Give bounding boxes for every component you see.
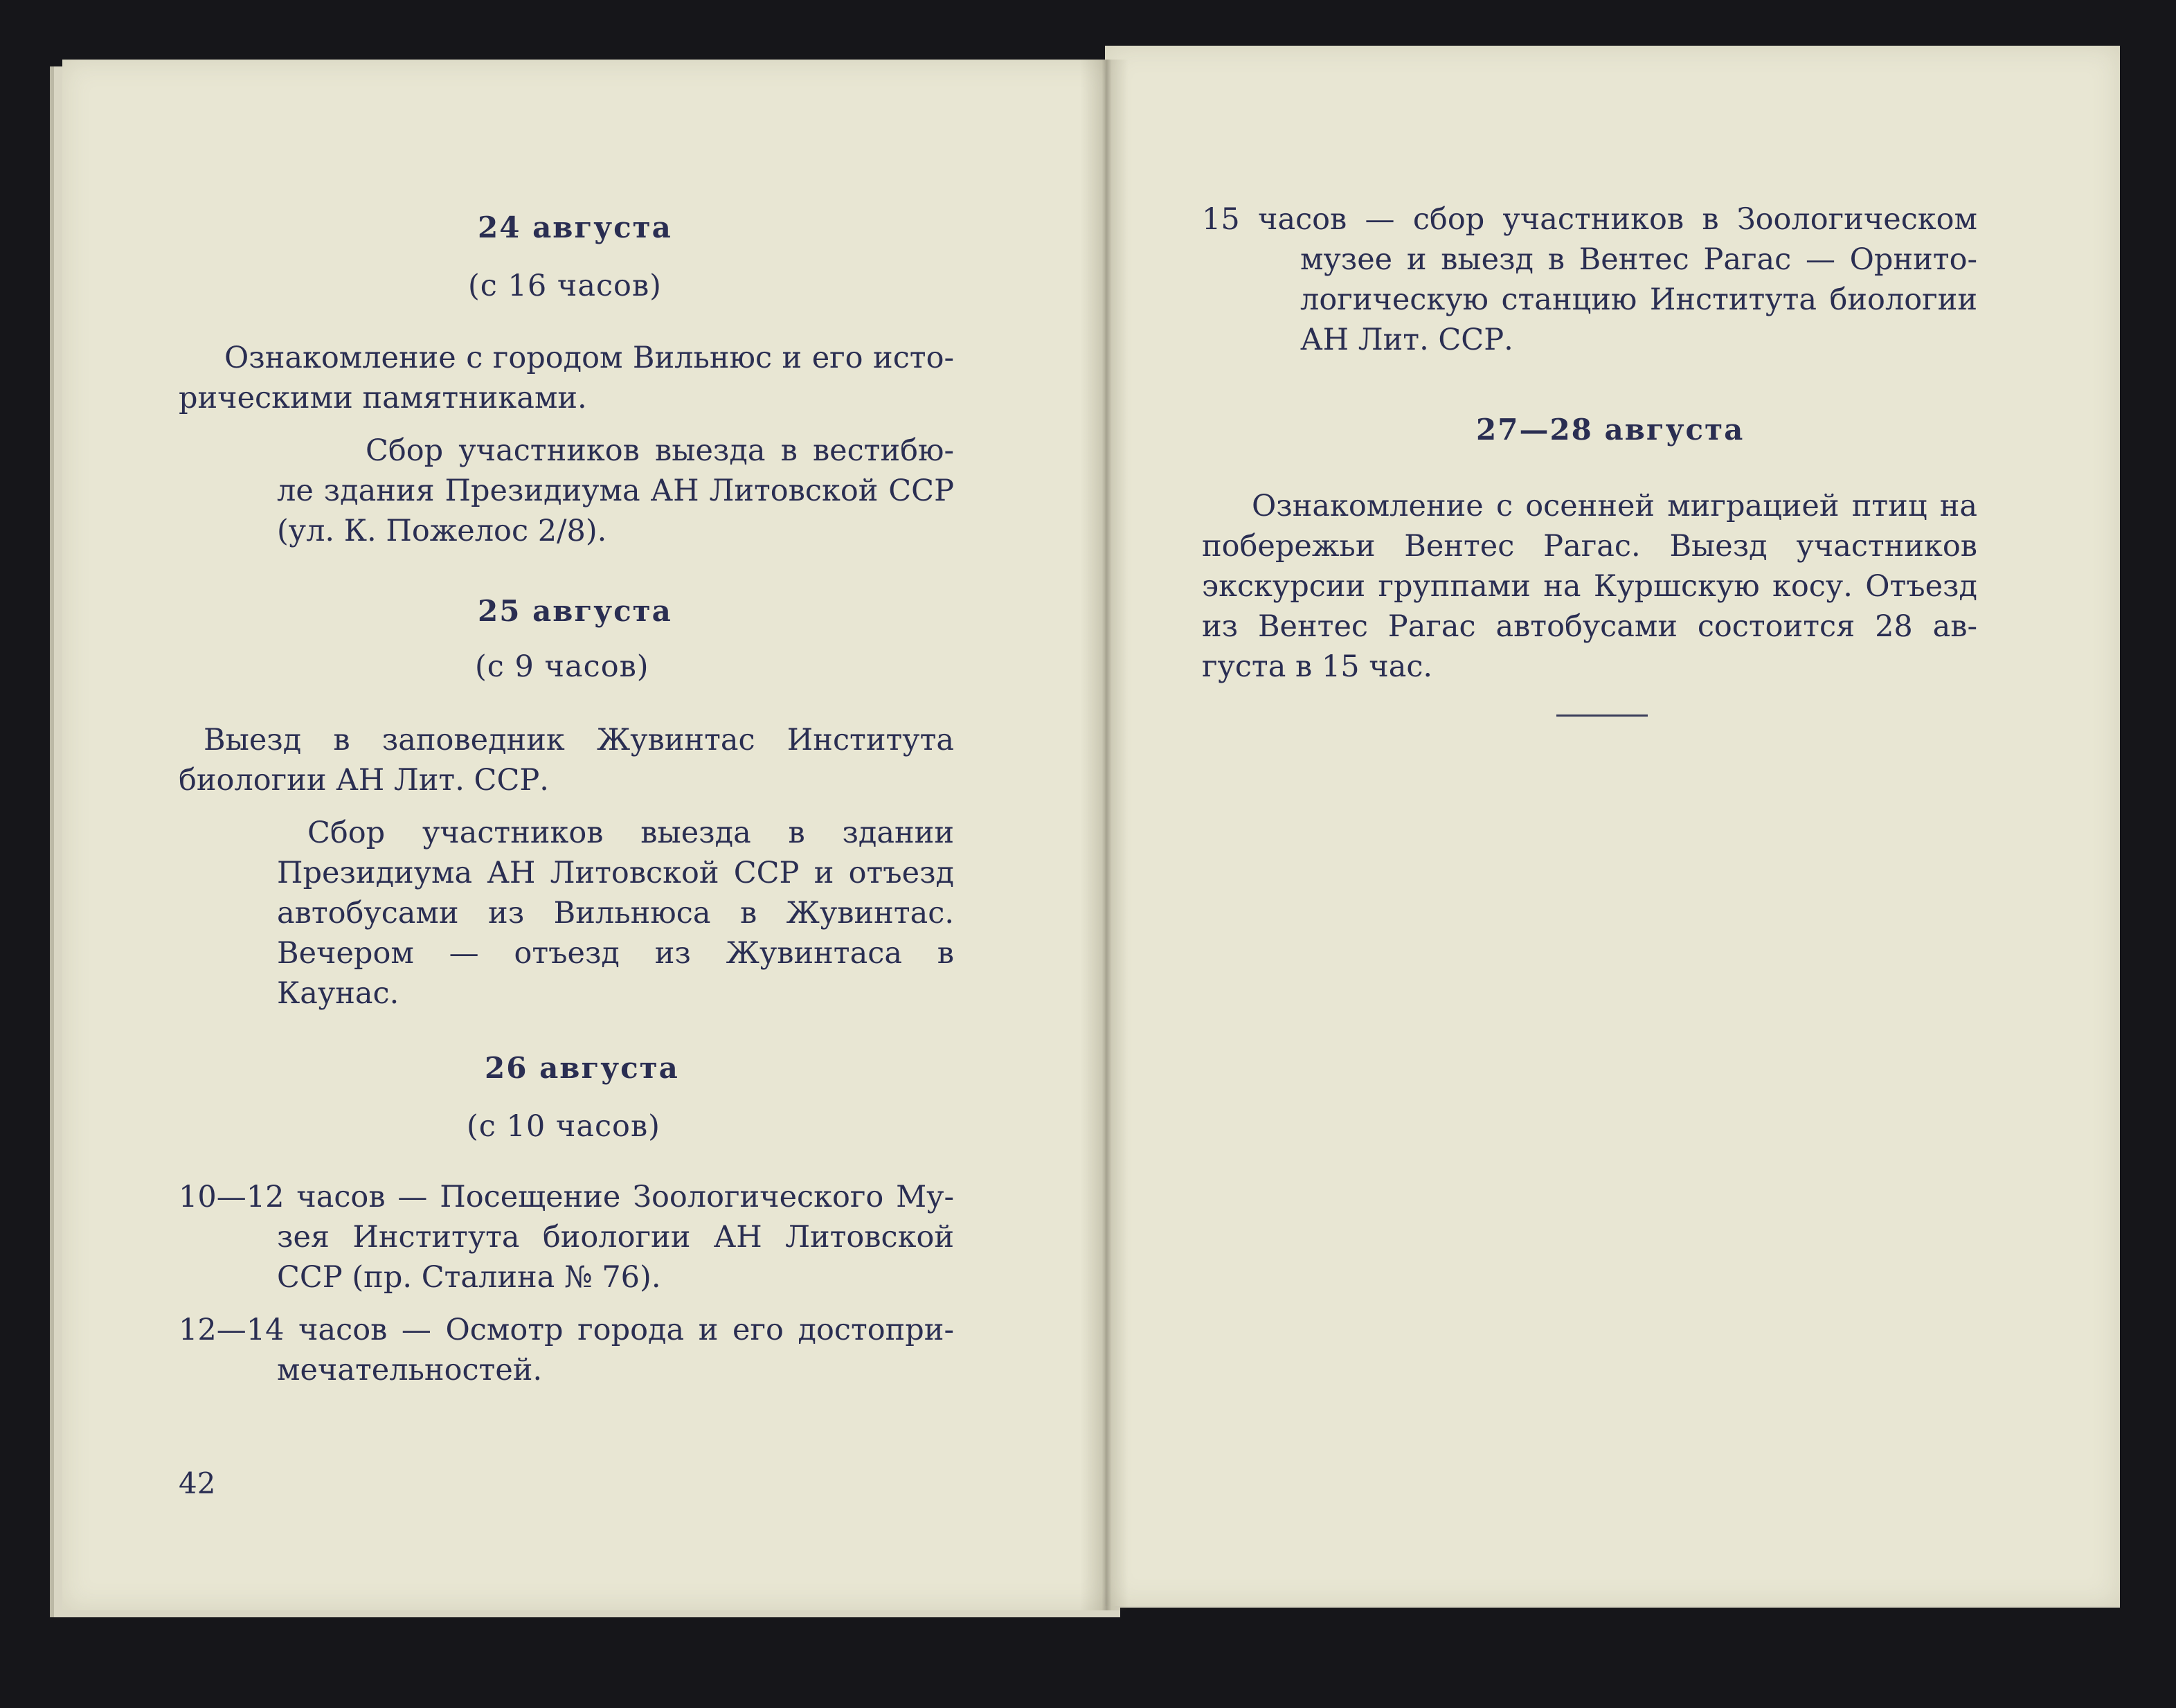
book-gutter: [1080, 60, 1129, 1610]
text-line: 12—14 часов — Осмотр города и его достопри-: [179, 1313, 954, 1347]
text-line: Президиума АН Литовской ССР и отъезд: [277, 856, 954, 890]
day-description-27-28: [1202, 486, 1977, 687]
text-line: логическую станцию Института биологии: [1300, 282, 1977, 317]
right-page: [1105, 46, 2120, 1606]
text-line: Ознакомление с осенней миграцией птиц на: [1252, 489, 1977, 523]
text-line: (ул. К. Пожелос 2/8).: [277, 514, 607, 548]
text-line: биологии АН Лит. ССР.: [179, 763, 549, 798]
text-line: Вечером — отъезд из Жувинтаса в: [277, 936, 954, 971]
day-note-24: [277, 431, 954, 551]
day-time-24: (с 16 часов): [468, 269, 662, 303]
day-heading-25: 25 августа: [478, 594, 672, 628]
page-number: 42: [179, 1466, 216, 1500]
text-line: экскурсии группами на Куршскую косу. Отъезд: [1202, 569, 1977, 604]
text-line: музее и выезд в Вентес Рагас — Орнито-: [1300, 242, 1977, 277]
day-note-25: [277, 813, 954, 1014]
text-line: рическими памятниками.: [179, 381, 587, 415]
text-line: Выезд в заповедник Жувинтас Института: [204, 723, 954, 757]
text-line: ССР (пр. Сталина № 76).: [277, 1260, 661, 1295]
text-line: Каунас.: [277, 976, 399, 1011]
day-description-24: [179, 338, 954, 418]
day-heading-24: 24 августа: [478, 210, 672, 244]
schedule-item-15: [1202, 199, 1977, 360]
text-line: Сбор участников выезда в здании: [307, 816, 954, 850]
day-time-26: (с 10 часов): [467, 1109, 660, 1144]
text-line: побережьи Вентес Рагас. Выезд участников: [1202, 529, 1977, 564]
text-line: из Вентес Рагас автобусами состоится 28 ав-: [1202, 609, 1977, 644]
left-page: [62, 60, 1115, 1610]
day-description-25: [179, 720, 954, 800]
text-line: ле здания Президиума АН Литовской ССР: [277, 474, 954, 508]
text-line: густа в 15 час.: [1202, 649, 1433, 684]
text-line: зея Института биологии АН Литовской: [277, 1220, 954, 1255]
day-heading-26: 26 августа: [485, 1051, 679, 1085]
text-line: 10—12 часов — Посещение Зоологического Му-: [179, 1180, 954, 1214]
text-line: автобусами из Вильнюса в Жувинтас.: [277, 896, 954, 931]
day-time-25: (с 9 часов): [475, 649, 649, 684]
text-line: Ознакомление с городом Вильнюс и его исто-: [224, 341, 954, 375]
text-line: мечательностей.: [277, 1353, 543, 1387]
text-line: АН Лит. ССР.: [1300, 323, 1513, 357]
text-line: 15 часов — сбор участников в Зоологическом: [1202, 202, 1977, 237]
day-heading-27-28: 27—28 августа: [1476, 413, 1745, 447]
text-line: Сбор участников выезда в вестибю-: [366, 433, 954, 468]
schedule-item-12-14: [179, 1310, 954, 1390]
section-divider: [1556, 714, 1648, 717]
schedule-item-10-12: [179, 1177, 954, 1297]
